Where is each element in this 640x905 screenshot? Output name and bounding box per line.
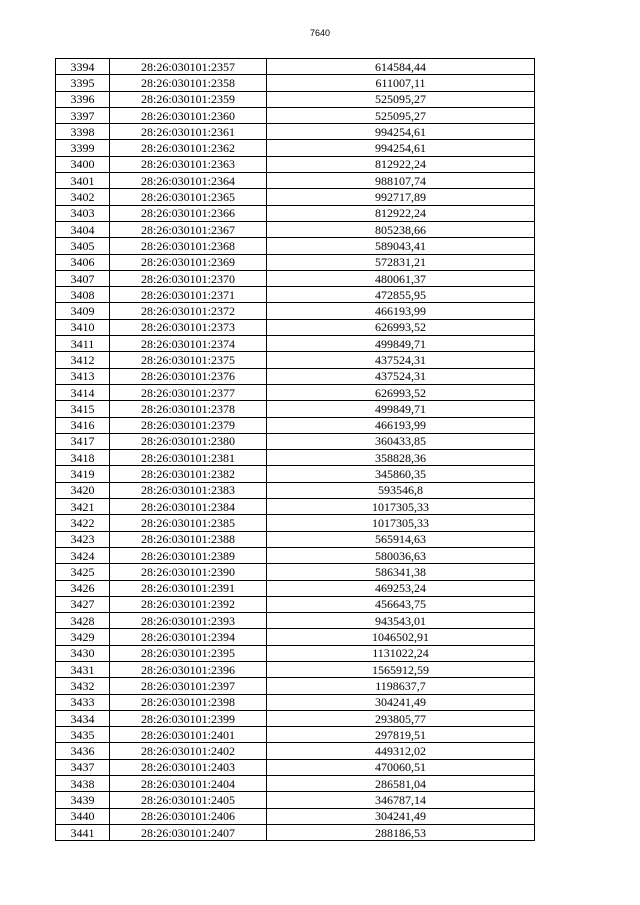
row-number-cell: 3419	[56, 466, 110, 482]
table-row	[56, 124, 535, 140]
cadastral-number-cell: 28:26:030101:2366	[110, 205, 267, 221]
table-row	[56, 189, 535, 205]
cadastral-number-cell: 28:26:030101:2361	[110, 124, 267, 140]
cadastral-number-cell: 28:26:030101:2360	[110, 107, 267, 123]
value-cell: 805238,66	[267, 221, 535, 237]
row-number-cell: 3430	[56, 645, 110, 661]
cadastral-number-cell: 28:26:030101:2369	[110, 254, 267, 270]
value-cell: 449312,02	[267, 743, 535, 759]
cadastral-number-cell: 28:26:030101:2362	[110, 140, 267, 156]
row-number-cell: 3428	[56, 613, 110, 629]
table-row	[56, 59, 535, 75]
cadastral-number-cell: 28:26:030101:2365	[110, 189, 267, 205]
cadastral-number-cell: 28:26:030101:2403	[110, 759, 267, 775]
value-cell: 499849,71	[267, 401, 535, 417]
value-cell: 626993,52	[267, 319, 535, 335]
row-number-cell: 3440	[56, 808, 110, 824]
row-number-cell: 3417	[56, 433, 110, 449]
row-number-cell: 3402	[56, 189, 110, 205]
cadastral-number-cell: 28:26:030101:2363	[110, 156, 267, 172]
row-number-cell: 3432	[56, 678, 110, 694]
value-cell: 346787,14	[267, 792, 535, 808]
value-cell: 994254,61	[267, 124, 535, 140]
cadastral-number-cell: 28:26:030101:2405	[110, 792, 267, 808]
page-number: 7640	[309, 28, 331, 38]
row-number-cell: 3409	[56, 303, 110, 319]
value-cell: 812922,24	[267, 156, 535, 172]
cadastral-number-cell: 28:26:030101:2401	[110, 727, 267, 743]
cadastral-number-cell: 28:26:030101:2406	[110, 808, 267, 824]
table-row	[56, 352, 535, 368]
row-number-cell: 3420	[56, 482, 110, 498]
cadastral-number-cell: 28:26:030101:2388	[110, 531, 267, 547]
value-cell: 1017305,33	[267, 499, 535, 515]
row-number-cell: 3418	[56, 450, 110, 466]
row-number-cell: 3415	[56, 401, 110, 417]
table-row	[56, 645, 535, 661]
cadastral-number-cell: 28:26:030101:2357	[110, 59, 267, 75]
cadastral-number-cell: 28:26:030101:2383	[110, 482, 267, 498]
cadastral-number-cell: 28:26:030101:2359	[110, 91, 267, 107]
value-cell: 572831,21	[267, 254, 535, 270]
cadastral-number-cell: 28:26:030101:2404	[110, 776, 267, 792]
table-row	[56, 531, 535, 547]
row-number-cell: 3433	[56, 694, 110, 710]
cadastral-number-cell: 28:26:030101:2393	[110, 613, 267, 629]
table-body	[56, 59, 535, 841]
value-cell: 345860,35	[267, 466, 535, 482]
row-number-cell: 3423	[56, 531, 110, 547]
value-cell: 1131022,24	[267, 645, 535, 661]
table-row	[56, 515, 535, 531]
value-cell: 1017305,33	[267, 515, 535, 531]
value-cell: 1046502,91	[267, 629, 535, 645]
value-cell: 525095,27	[267, 91, 535, 107]
row-number-cell: 3399	[56, 140, 110, 156]
cadastral-number-cell: 28:26:030101:2380	[110, 433, 267, 449]
row-number-cell: 3435	[56, 727, 110, 743]
table-row	[56, 759, 535, 775]
cadastral-number-cell: 28:26:030101:2394	[110, 629, 267, 645]
value-cell: 472855,95	[267, 287, 535, 303]
cadastral-number-cell: 28:26:030101:2370	[110, 270, 267, 286]
cadastral-number-cell: 28:26:030101:2371	[110, 287, 267, 303]
value-cell: 288186,53	[267, 824, 535, 840]
cadastral-number-cell: 28:26:030101:2389	[110, 547, 267, 563]
value-cell: 293805,77	[267, 710, 535, 726]
cadastral-number-cell: 28:26:030101:2395	[110, 645, 267, 661]
value-cell: 626993,52	[267, 384, 535, 400]
row-number-cell: 3421	[56, 499, 110, 515]
cadastral-number-cell: 28:26:030101:2377	[110, 384, 267, 400]
cadastral-number-cell: 28:26:030101:2399	[110, 710, 267, 726]
value-cell: 304241,49	[267, 694, 535, 710]
value-cell: 589043,41	[267, 238, 535, 254]
cadastral-number-cell: 28:26:030101:2381	[110, 450, 267, 466]
cadastral-number-cell: 28:26:030101:2397	[110, 678, 267, 694]
row-number-cell: 3426	[56, 580, 110, 596]
value-cell: 1565912,59	[267, 661, 535, 677]
row-number-cell: 3438	[56, 776, 110, 792]
table-row	[56, 450, 535, 466]
table-row	[56, 743, 535, 759]
cadastral-number-cell: 28:26:030101:2358	[110, 75, 267, 91]
value-cell: 580036,63	[267, 547, 535, 563]
row-number-cell: 3427	[56, 596, 110, 612]
table-row	[56, 336, 535, 352]
row-number-cell: 3396	[56, 91, 110, 107]
value-cell: 812922,24	[267, 205, 535, 221]
cadastral-number-cell: 28:26:030101:2375	[110, 352, 267, 368]
value-cell: 469253,24	[267, 580, 535, 596]
cadastral-number-cell: 28:26:030101:2379	[110, 417, 267, 433]
table-row	[56, 107, 535, 123]
value-cell: 565914,63	[267, 531, 535, 547]
row-number-cell: 3400	[56, 156, 110, 172]
table-row	[56, 629, 535, 645]
value-cell: 1198637,7	[267, 678, 535, 694]
row-number-cell: 3394	[56, 59, 110, 75]
value-cell: 466193,99	[267, 303, 535, 319]
row-number-cell: 3413	[56, 368, 110, 384]
table-row	[56, 140, 535, 156]
row-number-cell: 3408	[56, 287, 110, 303]
table-row	[56, 368, 535, 384]
table-row	[56, 91, 535, 107]
table-row	[56, 808, 535, 824]
value-cell: 437524,31	[267, 352, 535, 368]
cadastral-number-cell: 28:26:030101:2372	[110, 303, 267, 319]
table-row	[56, 238, 535, 254]
table-row	[56, 661, 535, 677]
row-number-cell: 3401	[56, 173, 110, 189]
table-row	[56, 173, 535, 189]
table-row	[56, 580, 535, 596]
cadastral-value-table	[55, 58, 535, 841]
cadastral-number-cell: 28:26:030101:2385	[110, 515, 267, 531]
table-row	[56, 254, 535, 270]
cadastral-number-cell: 28:26:030101:2382	[110, 466, 267, 482]
table-row	[56, 727, 535, 743]
cadastral-number-cell: 28:26:030101:2367	[110, 221, 267, 237]
table-row	[56, 792, 535, 808]
row-number-cell: 3406	[56, 254, 110, 270]
value-cell: 437524,31	[267, 368, 535, 384]
row-number-cell: 3429	[56, 629, 110, 645]
value-cell: 586341,38	[267, 564, 535, 580]
table-row	[56, 384, 535, 400]
row-number-cell: 3395	[56, 75, 110, 91]
row-number-cell: 3412	[56, 352, 110, 368]
row-number-cell: 3414	[56, 384, 110, 400]
table-row	[56, 564, 535, 580]
value-cell: 611007,11	[267, 75, 535, 91]
row-number-cell: 3403	[56, 205, 110, 221]
row-number-cell: 3407	[56, 270, 110, 286]
row-number-cell: 3431	[56, 661, 110, 677]
table-row	[56, 221, 535, 237]
table-row	[56, 287, 535, 303]
cadastral-number-cell: 28:26:030101:2402	[110, 743, 267, 759]
row-number-cell: 3416	[56, 417, 110, 433]
table-row	[56, 303, 535, 319]
table-row	[56, 694, 535, 710]
cadastral-number-cell: 28:26:030101:2391	[110, 580, 267, 596]
value-cell: 943543,01	[267, 613, 535, 629]
table-row	[56, 499, 535, 515]
value-cell: 466193,99	[267, 417, 535, 433]
value-cell: 358828,36	[267, 450, 535, 466]
value-cell: 470060,51	[267, 759, 535, 775]
table-row	[56, 75, 535, 91]
cadastral-number-cell: 28:26:030101:2396	[110, 661, 267, 677]
value-cell: 480061,37	[267, 270, 535, 286]
row-number-cell: 3434	[56, 710, 110, 726]
table-row	[56, 482, 535, 498]
row-number-cell: 3424	[56, 547, 110, 563]
cadastral-number-cell: 28:26:030101:2376	[110, 368, 267, 384]
value-cell: 614584,44	[267, 59, 535, 75]
table-row	[56, 401, 535, 417]
row-number-cell: 3398	[56, 124, 110, 140]
table-row	[56, 270, 535, 286]
cadastral-number-cell: 28:26:030101:2368	[110, 238, 267, 254]
value-cell: 297819,51	[267, 727, 535, 743]
cadastral-number-cell: 28:26:030101:2364	[110, 173, 267, 189]
table-row	[56, 710, 535, 726]
table-row	[56, 205, 535, 221]
cadastral-number-cell: 28:26:030101:2373	[110, 319, 267, 335]
table-row	[56, 596, 535, 612]
row-number-cell: 3422	[56, 515, 110, 531]
cadastral-number-cell: 28:26:030101:2398	[110, 694, 267, 710]
value-cell: 992717,89	[267, 189, 535, 205]
value-cell: 593546,8	[267, 482, 535, 498]
row-number-cell: 3404	[56, 221, 110, 237]
cadastral-number-cell: 28:26:030101:2407	[110, 824, 267, 840]
value-cell: 988107,74	[267, 173, 535, 189]
table-row	[56, 613, 535, 629]
row-number-cell: 3437	[56, 759, 110, 775]
table-row	[56, 776, 535, 792]
row-number-cell: 3441	[56, 824, 110, 840]
row-number-cell: 3425	[56, 564, 110, 580]
value-cell: 456643,75	[267, 596, 535, 612]
cadastral-number-cell: 28:26:030101:2384	[110, 499, 267, 515]
table-row	[56, 156, 535, 172]
value-cell: 360433,85	[267, 433, 535, 449]
table-row	[56, 678, 535, 694]
cadastral-number-cell: 28:26:030101:2392	[110, 596, 267, 612]
table-row	[56, 433, 535, 449]
row-number-cell: 3439	[56, 792, 110, 808]
value-cell: 304241,49	[267, 808, 535, 824]
row-number-cell: 3410	[56, 319, 110, 335]
table-row	[56, 466, 535, 482]
cadastral-number-cell: 28:26:030101:2378	[110, 401, 267, 417]
table-row	[56, 547, 535, 563]
value-cell: 994254,61	[267, 140, 535, 156]
value-cell: 499849,71	[267, 336, 535, 352]
cadastral-number-cell: 28:26:030101:2390	[110, 564, 267, 580]
row-number-cell: 3405	[56, 238, 110, 254]
table-row	[56, 824, 535, 840]
table-row	[56, 417, 535, 433]
row-number-cell: 3397	[56, 107, 110, 123]
cadastral-number-cell: 28:26:030101:2374	[110, 336, 267, 352]
row-number-cell: 3436	[56, 743, 110, 759]
value-cell: 286581,04	[267, 776, 535, 792]
table-row	[56, 319, 535, 335]
value-cell: 525095,27	[267, 107, 535, 123]
row-number-cell: 3411	[56, 336, 110, 352]
